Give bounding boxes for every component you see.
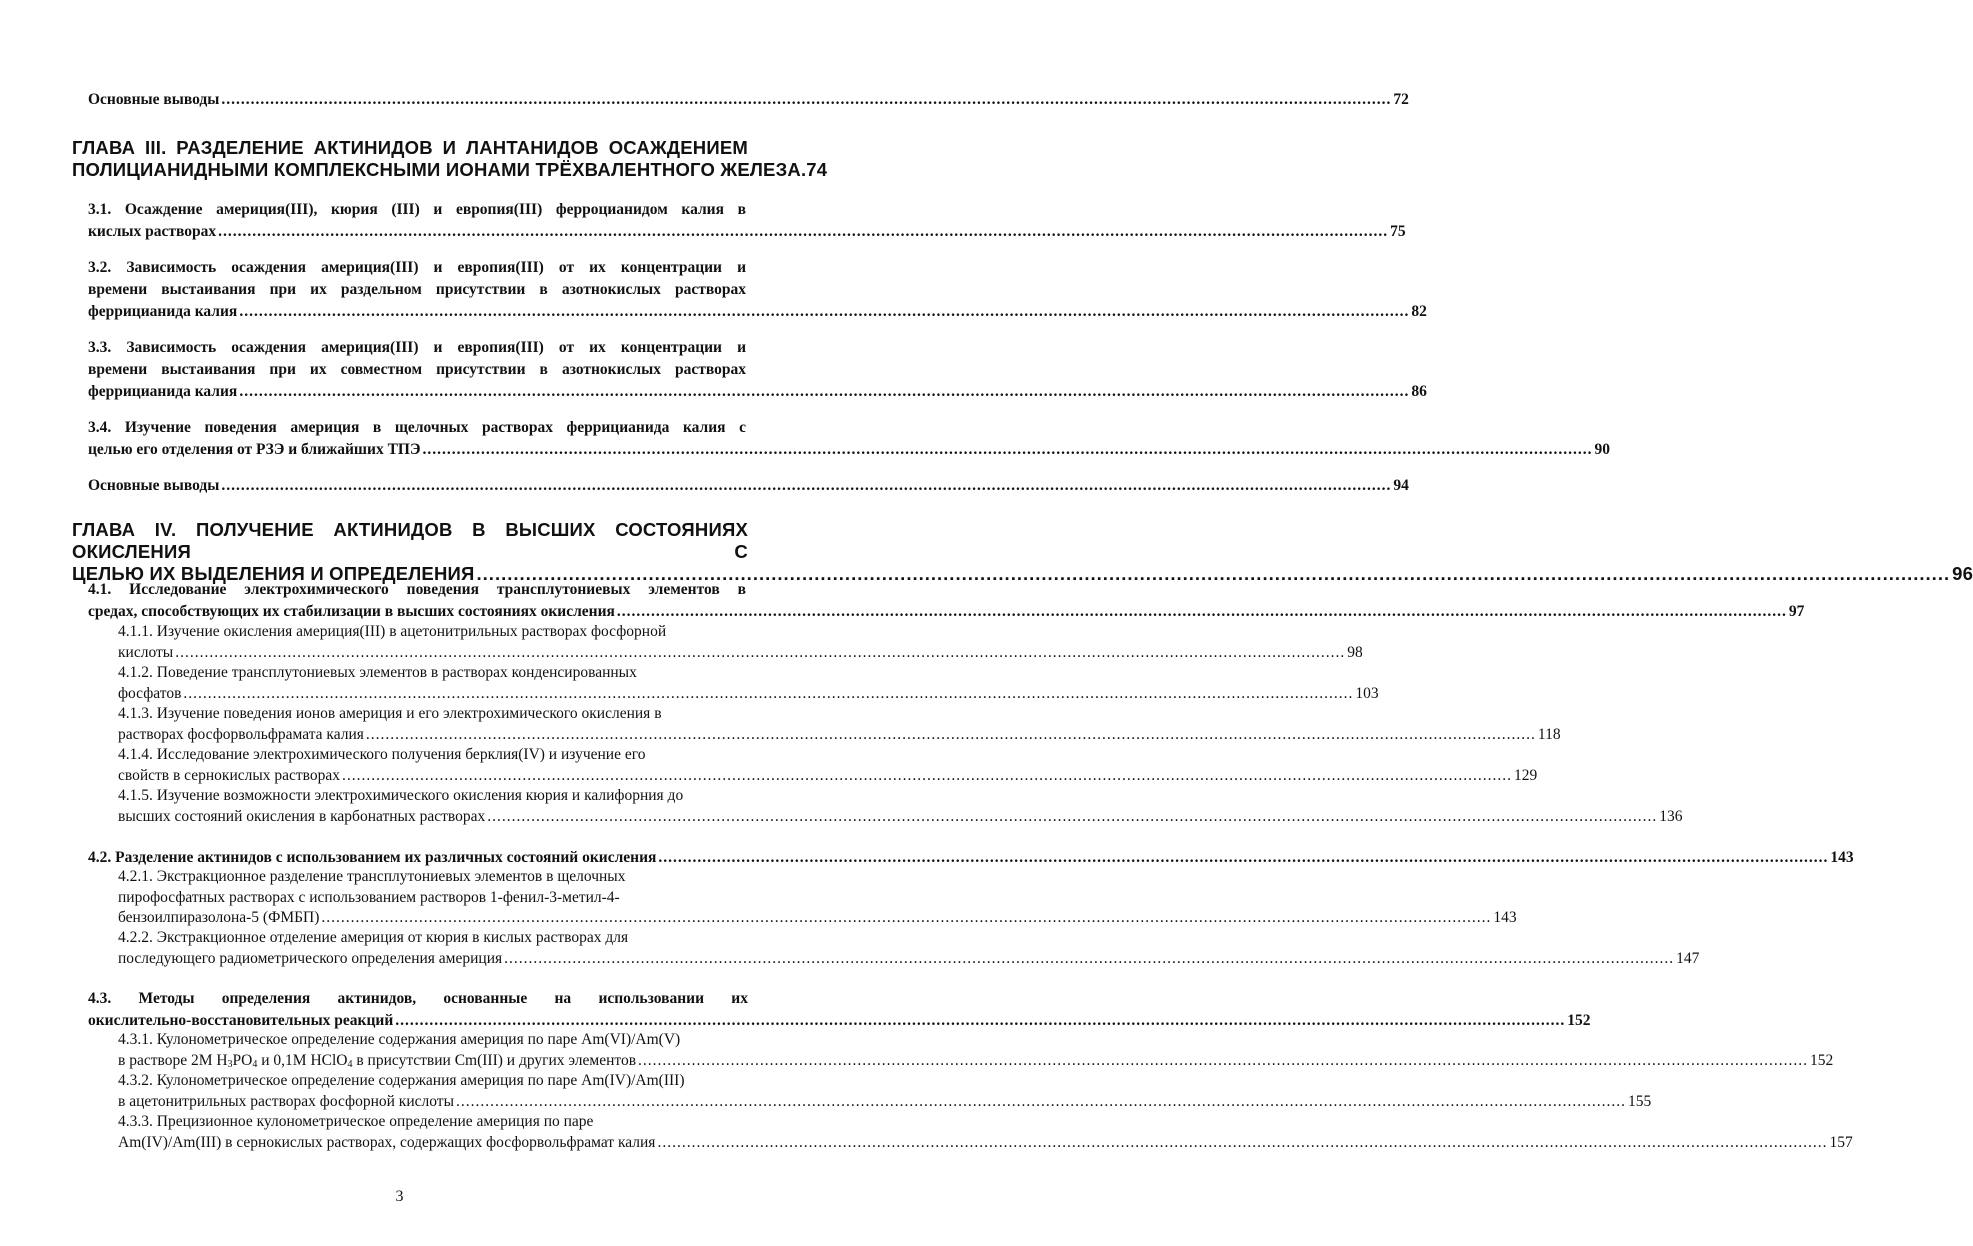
toc-subsection-4-1-5[interactable]: 4.1.5. Изучение возможности электрохимического окисления кюрия и калифорния до высших состояний окисления в карбонатных растворах ..... 136: [118, 786, 748, 827]
toc-section-3-4[interactable]: 3.4. Изучение поведения америция в щелочных растворах феррицианида калия с целью его отделения от РЗЭ и ближайших ТПЭ ..... 90: [88, 417, 746, 461]
toc-section-4-2[interactable]: 4.2. Разделение актинидов с использованием их различных состояний окисления ..... 143: [88, 847, 748, 869]
toc-chapter-4[interactable]: ГЛАВА IV. ПОЛУЧЕНИЕ АКТИНИДОВ В ВЫСШИХ СОСТОЯНИЯХ ОКИСЛЕНИЯ С ЦЕЛЬЮ ИХ ВЫДЕЛЕНИЯ И ОПРЕДЕЛЕНИЯ ..... 96: [72, 519, 748, 585]
toc-section-3-1[interactable]: 3.1. Осаждение америция(III), кюрия (III) и европия(III) ферроцианидом калия в кислых растворах ..... 75: [88, 199, 746, 243]
toc-subsection-4-3-1[interactable]: 4.3.1. Кулонометрическое определение содержания америция по паре Am(VI)/Am(V) в растворе 2М $H_3PO_4$ и 0,1М HClO$_4$ в присутствии Cm(III) и других элементов ..... 152: [118, 1030, 748, 1075]
toc-subsection-4-1-4[interactable]: 4.1.4. Исследование электрохимического получения берклия(IV) и изучение его свойств в сернокислых растворах ..... 129: [118, 745, 748, 786]
toc-section-4-3[interactable]: 4.3. Методы определения актинидов, основанные на использовании их окислительно-восстановительных реакций ..... 152: [88, 988, 748, 1032]
toc-subsection-4-3-3[interactable]: 4.3.3. Прецизионное кулонометрическое определение америция по паре Am(IV)/Am(III) в сернокислых растворах, содержащих фосфорвольфрамат калия ..... 157: [118, 1112, 748, 1153]
toc-subsection-4-2-2[interactable]: 4.2.2. Экстракционное отделение америция от кюрия в кислых растворах для последующего радиометрического определения америция ..... 147: [118, 928, 748, 969]
toc-subsection-4-1-1[interactable]: 4.1.1. Изучение окисления америция(III) в ацетонитрильных растворах фосфорной кислоты ..... 98: [118, 622, 748, 663]
toc-section-4-1[interactable]: 4.1. Исследование электрохимического поведения трансплутониевых элементов в средах, способствующих их стабилизации в высших состояниях окисления ..... 97: [88, 579, 746, 623]
toc-section-3-2[interactable]: 3.2. Зависимость осаждения америция(III) и европия(III) от их концентрации и времени выстаивания при их раздельном присутствии в азотнокислых растворах феррицианида калия ..... 82: [88, 257, 746, 323]
toc-subsection-4-3-2[interactable]: 4.3.2. Кулонометрическое определение содержания америция по паре Am(IV)/Am(III) в ацетонитрильных растворах фосфорной кислоты ..... 155: [118, 1071, 748, 1112]
toc-subsection-4-2-1[interactable]: 4.2.1. Экстракционное разделение трансплутониевых элементов в щелочных пирофосфатных растворах с использованием растворов 1-фенил-3-метил-4- бензоилпиразолона-5 (ФМБП) ..... 143: [118, 867, 748, 929]
toc-entry-conclusions-2[interactable]: Основные выводы ..... 94: [88, 475, 746, 497]
toc-section-3-3[interactable]: 3.3. Зависимость осаждения америция(III) и европия(III) от их концентрации и времени выстаивания при их совместном присутствии в азотнокислых растворах феррицианида калия ..... 86: [88, 337, 746, 403]
toc-subsection-4-1-3[interactable]: 4.1.3. Изучение поведения ионов америция и его электрохимического окисления в растворах фосфорвольфрамата калия ..... 118: [118, 704, 748, 745]
toc-chapter-3[interactable]: ГЛАВА III. РАЗДЕЛЕНИЕ АКТИНИДОВ И ЛАНТАНИДОВ ОСАЖДЕНИЕМ ПОЛИЦИАНИДНЫМИ КОМПЛЕКСНЫМИ ИОНАМИ ТРЁХВАЛЕНТНОГО ЖЕЛЕЗА.74: [72, 137, 828, 180]
toc-subsection-4-1-2[interactable]: 4.1.2. Поведение трансплутониевых элементов в растворах конденсированных фосфатов ..... 103: [118, 663, 748, 704]
toc-entry-conclusions-1[interactable]: Основные выводы ..... 72: [88, 89, 746, 111]
page-number: 3: [395, 1188, 404, 1205]
